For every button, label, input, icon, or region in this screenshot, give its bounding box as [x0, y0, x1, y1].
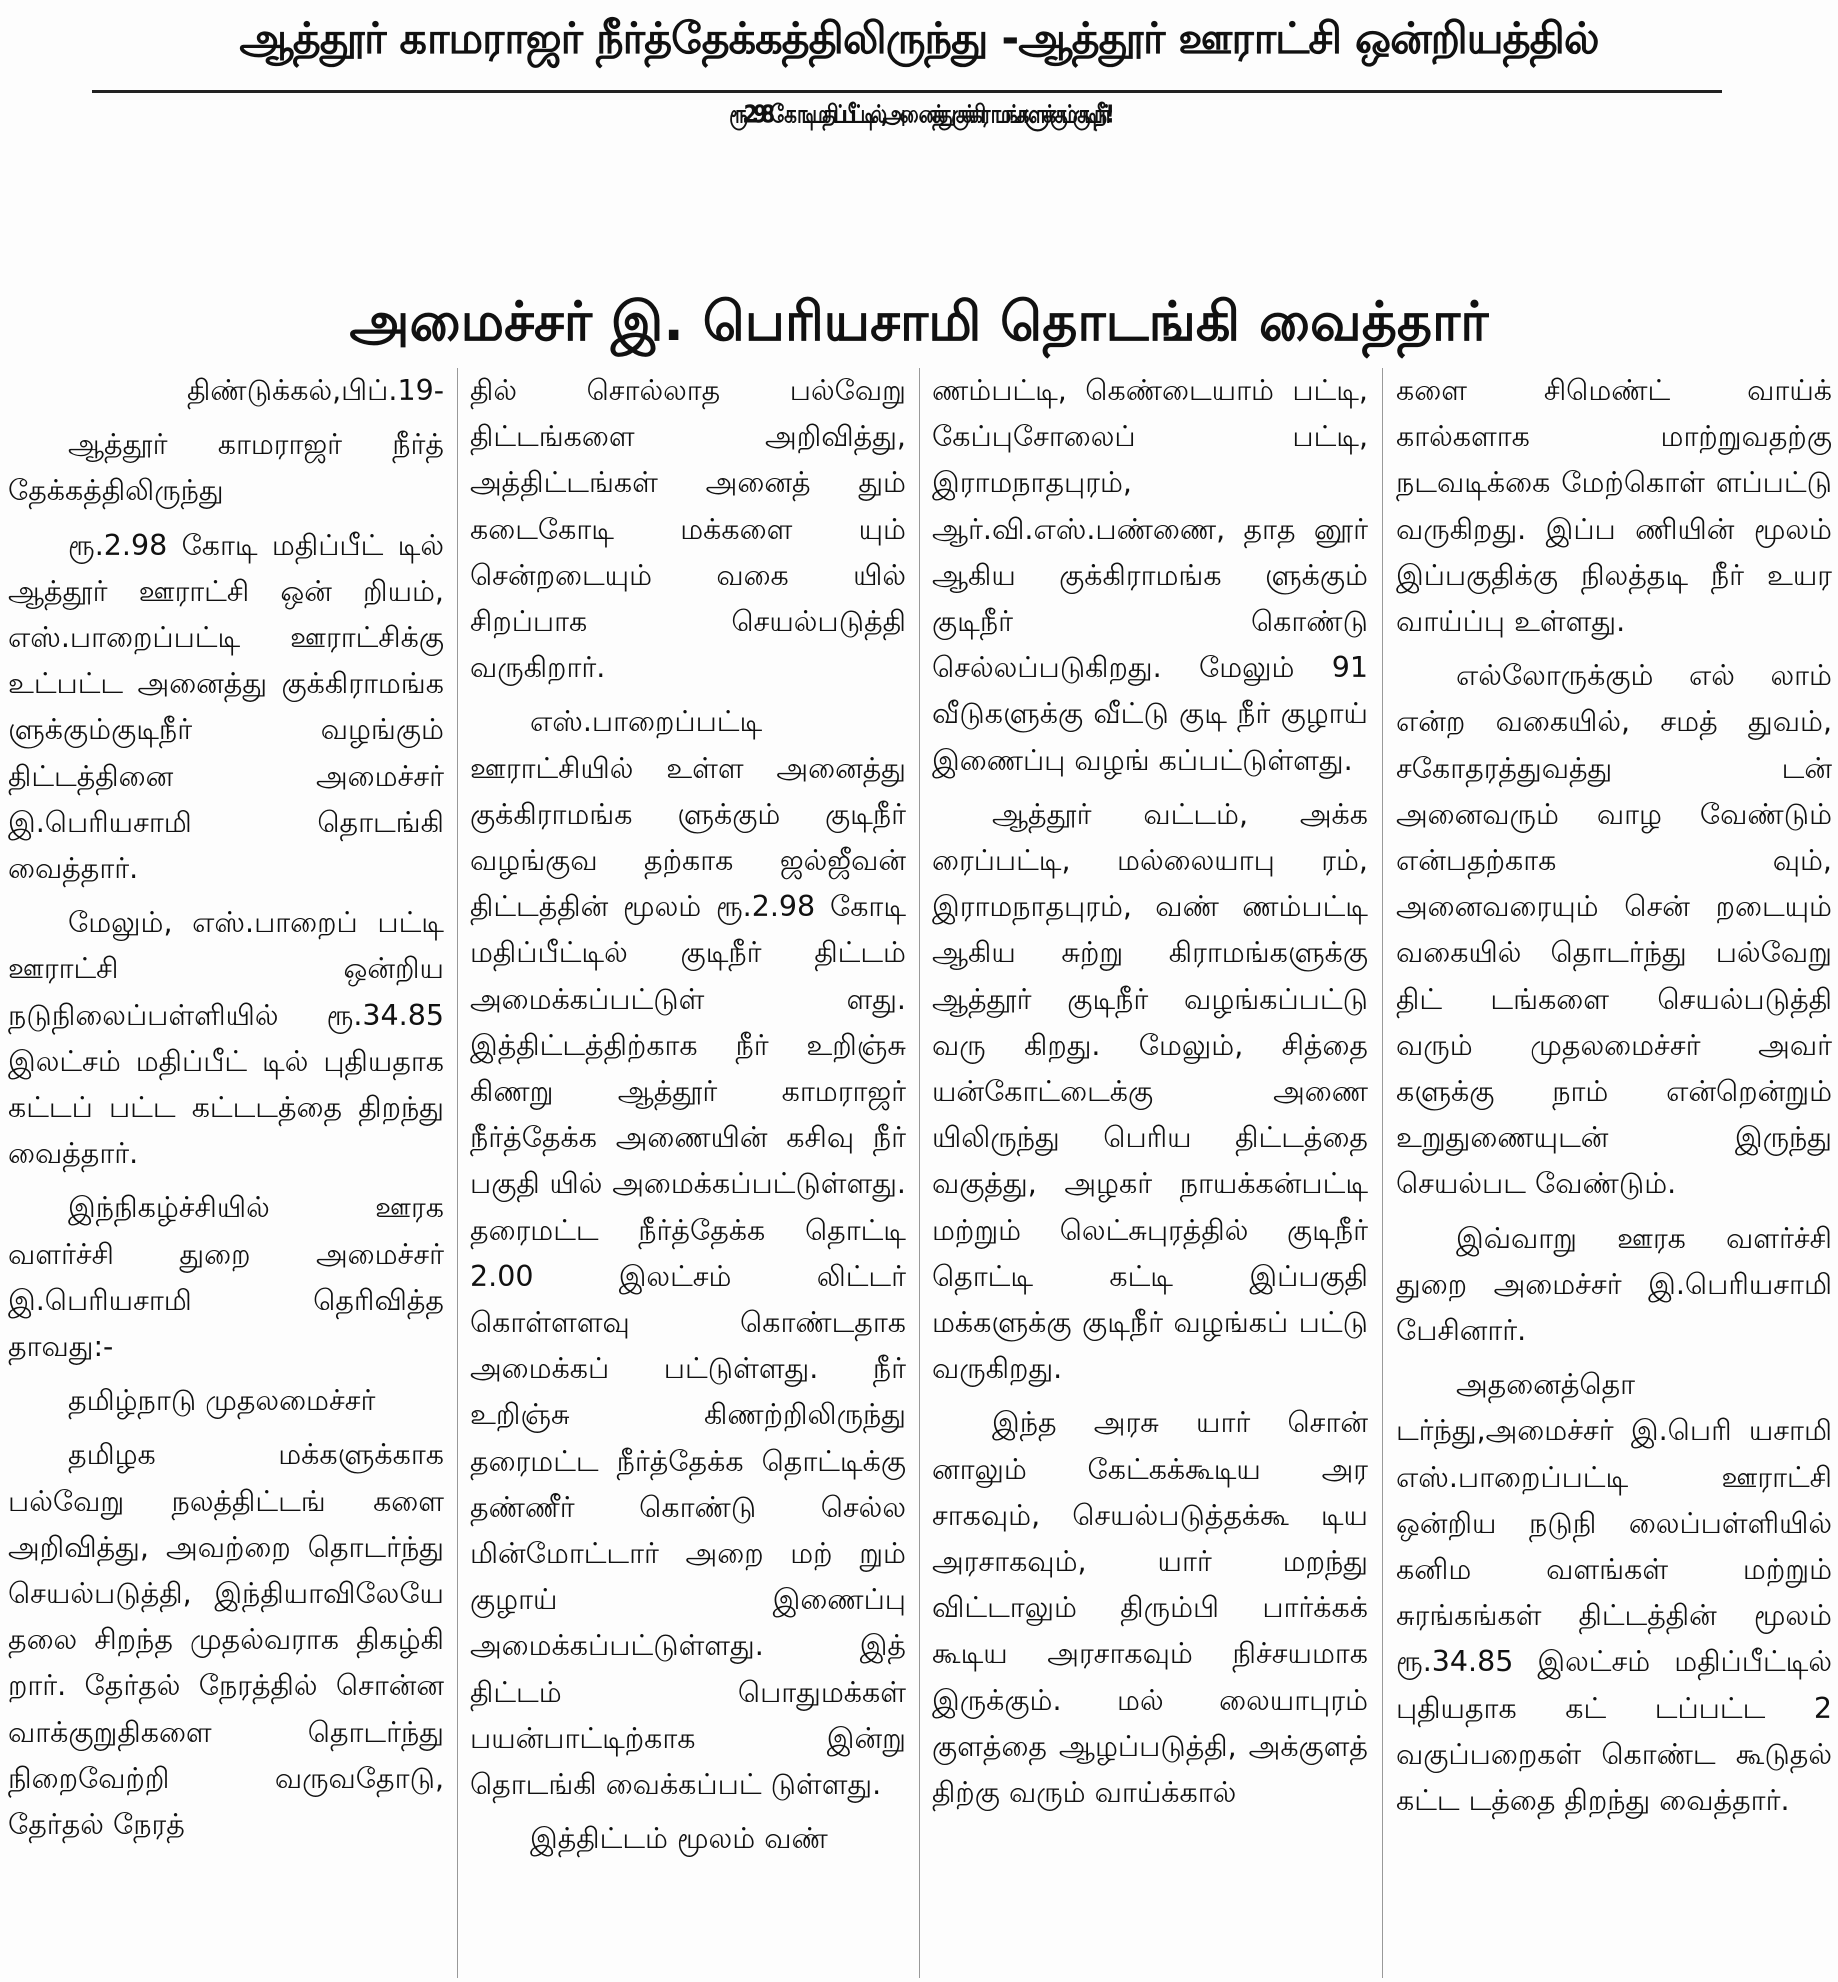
paragraph: அதனைத்தொ டர்ந்து,அமைச்சர் இ.பெரி யசாமி எஸ்.பாறைப்பட்டி ஊராட்சி ஒன்றிய நடுநி லைப்பள்ளியில் கனிம வளங்கள் மற்றும் சுரங்கங்கள் திட்டத்தின் மூலம் ரூ.34.85 இலட்சம் மதிப்பீட்டில் புதியதாக கட் டப்பட்ட 2 வகுப்பறைகள் கொண்ட கூடுதல் கட்ட டத்தை திறந்து வைத்தார். [1396, 1368, 1832, 1818]
column-divider [1382, 368, 1383, 1978]
article-column-1 [8, 368, 444, 1978]
headline: ரூ.2.98 கோடி மதிப்பீட்டில், அனைத்து குக்கிராமங்களுக்கும் குடிநீர்! [729, 98, 1109, 129]
paragraph: ஆத்தூர் காமராஜர் நீர்த் தேக்கத்திலிருந்து [8, 428, 444, 508]
paragraph: தமிழ்நாடு முதலமைச்சர் [68, 1384, 376, 1418]
paragraph: தில் சொல்லாத பல்வேறு திட்டங்களை அறிவித்து, அத்திட்டங்கள் அனைத் தும் கடைகோடி மக்களை யும் சென்றடையும் வகை யில் சிறப்பாக செயல்படுத்தி வருகிறார். [470, 374, 906, 685]
paragraph: எல்லோருக்கும் எல் லாம் என்ற வகையில், சமத் துவம், சகோதரத்துவத்து டன் அனைவரும் வாழ வேண்டும் என்பதற்காக வும், அனைவரையும் சென் றடையும் வகையில் தொடர்ந்து பல்வேறு திட் டங்களை செயல்படுத்தி வரும் முதலமைச்சர் அவர் களுக்கு நாம் என்றென்றும் உறுதுணையுடன் இருந்து செயல்பட வேண்டும். [1396, 659, 1832, 1201]
paragraph: ரூ.2.98 கோடி மதிப்பீட் டில் ஆத்தூர் ஊராட்சி ஒன் றியம், எஸ்.பாறைப்பட்டி ஊராட்சிக்கு உட்பட்ட அனைத்து குக்கிராமங்க ளுக்கும்குடிநீர் வழங்கும் திட்டத்தினை அமைச்சர் இ.பெரியசாமி தொடங்கி வைத்தார். [8, 528, 444, 886]
paragraph: தமிழக மக்களுக்காக பல்வேறு நலத்திட்டங் களை அறிவித்து, அவற்றை தொடர்ந்து செயல்படுத்தி, இந்தியாவிலேயே தலை சிறந்த முதல்வராக திகழ்கி றார். தேர்தல் நேரத்தில் சொன்ன வாக்குறுதிகளை தொடர்ந்து நிறைவேற்றி வருவதோடு, தேர்தல் நேரத் [8, 1438, 444, 1842]
paragraph: இந்த அரசு யார் சொன் னாலும் கேட்கக்கூடிய அர சாகவும், செயல்படுத்தக்கூ டிய அரசாகவும், யார் மறந்து விட்டாலும் திரும்பி பார்க்கக் கூடிய அரசாகவும் நிச்சயமாக இருக்கும். மல் லையாபுரம் குளத்தை ஆழப்படுத்தி, அக்குளத் திற்கு வரும் வாய்க்கால் [932, 1406, 1368, 1810]
kicker-line: ஆத்தூர் காமராஜர் நீர்த்தேக்கத்திலிருந்து -ஆத்தூர் ஊராட்சி ஒன்றியத்தில் [239, 14, 1599, 64]
dateline: திண்டுக்கல்,பிப்.19- [186, 374, 444, 407]
article-column-3 [932, 368, 1368, 1978]
article-column-2 [470, 368, 906, 1978]
paragraph: இவ்வாறு ஊரக வளர்ச்சி துறை அமைச்சர் இ.பெரியசாமி பேசினார். [1396, 1221, 1832, 1348]
paragraph: இத்திட்டம் மூலம் வண் [530, 1822, 828, 1856]
column-divider [919, 368, 920, 1978]
article-column-4 [1396, 368, 1832, 1978]
column-divider [457, 368, 458, 1978]
paragraph: இந்நிகழ்ச்சியில் ஊரக வளர்ச்சி துறை அமைச்சர் இ.பெரியசாமி தெரிவித்த தாவது:- [8, 1191, 444, 1364]
paragraph: எஸ்.பாறைப்பட்டி ஊராட்சியில் உள்ள அனைத்து குக்கிராமங்க ளுக்கும் குடிநீர் வழங்குவ தற்காக ஜல்ஜீவன் திட்டத்தின் மூலம் ரூ.2.98 கோடி மதிப்பீட்டில் குடிநீர் திட்டம் அமைக்கப்பட்டுள் ளது. இத்திட்டத்திற்காக நீர் உறிஞ்சு கிணறு ஆத்தூர் காமராஜர் நீர்த்தேக்க அணையின் கசிவு நீர் பகுதி யில் அமைக்கப்பட்டுள்ளது. தரைமட்ட நீர்த்தேக்க தொட்டி 2.00 இலட்சம் லிட்டர் கொள்ளளவு கொண்டதாக அமைக்கப் பட்டுள்ளது. நீர் உறிஞ்சு கிணற்றிலிருந்து தரைமட்ட நீர்த்தேக்க தொட்டிக்கு தண்ணீர் கொண்டு செல்ல மின்மோட்டார் அறை மற் றும் குழாய் இணைப்பு அமைக்கப்பட்டுள்ளது. இத் திட்டம் பொதுமக்கள் பயன்பாட்டிற்காக இன்று தொடங்கி வைக்கப்பட் டுள்ளது. [470, 705, 906, 1802]
paragraph: ஆத்தூர் வட்டம், அக்க ரைப்பட்டி, மல்லையாபு ரம், இராமநாதபுரம், வண் ணம்பட்டி ஆகிய சுற்று கிராமங்களுக்கு ஆத்தூர் குடிநீர் வழங்கப்பட்டு வரு கிறது. மேலும், சித்தை யன்கோட்டைக்கு அணை யிலிருந்து பெரிய திட்டத்தை வகுத்து, அழகர் நாயக்கன்பட்டி மற்றும் லெட்சுபுரத்தில் குடிநீர் தொட்டி கட்டி இப்பகுதி மக்களுக்கு குடிநீர் வழங்கப் பட்டு வருகிறது. [932, 797, 1368, 1386]
paragraph: ணம்பட்டி, கெண்டையாம் பட்டி, கேப்புசோலைப் பட்டி, இராமநாதபுரம், ஆர்.வி.எஸ்.பண்ணை, தாத னூர் ஆகிய குக்கிராமங்க ளுக்கும் குடிநீர் கொண்டு செல்லப்படுகிறது. மேலும் 91 வீடுகளுக்கு வீட்டு குடி நீர் குழாய் இணைப்பு வழங் கப்பட்டுள்ளது. [932, 374, 1368, 777]
paragraph: மேலும், எஸ்.பாறைப் பட்டி ஊராட்சி ஒன்றிய நடுநிலைப்பள்ளியில் ரூ.34.85 இலட்சம் மதிப்பீட் டில் புதியதாக கட்டப் பட்ட கட்டடத்தை திறந்து வைத்தார். [8, 906, 444, 1171]
paragraph: களை சிமெண்ட் வாய்க் கால்களாக மாற்றுவதற்கு நடவடிக்கை மேற்கொள் ளப்பட்டு வருகிறது. இப்ப ணியின் மூலம் இப்பகுதிக்கு நிலத்தடி நீர் உயர வாய்ப்பு உள்ளது. [1396, 374, 1832, 639]
subheadline: அமைச்சர் இ. பெரியசாமி தொடங்கி வைத்தார் [349, 290, 1489, 353]
kicker-rule [92, 90, 1722, 93]
